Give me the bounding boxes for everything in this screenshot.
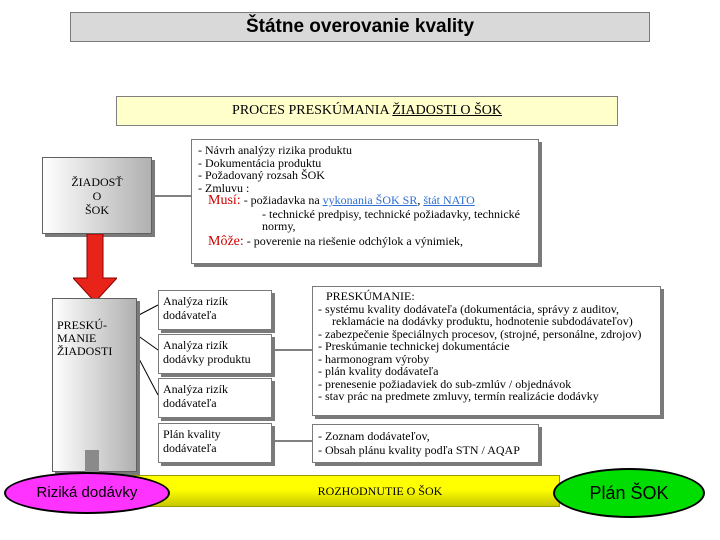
review-line: - plán kvality dodávateľa	[318, 364, 439, 378]
ziadost-line: O	[92, 189, 102, 203]
musi-text: - požiadavka na	[240, 193, 323, 207]
decision-label: ROZHODNUTIE O ŠOK	[317, 484, 443, 498]
box-line: dodávateľa	[163, 396, 217, 410]
box-line: Analýza rizík	[163, 338, 228, 352]
requirement-line: - Požadovaný rozsah ŠOK	[198, 168, 325, 182]
review-line: - harmonogram výroby	[318, 351, 430, 366]
process-header-link[interactable]: ŽIADOSTI O ŠOK	[392, 103, 502, 118]
page-title: Štátne overovanie kvality	[70, 12, 650, 42]
requirement-line: - Dokumentácia produktu	[198, 155, 322, 170]
preskumanie-box	[52, 298, 137, 472]
supplier-list-line: - Zoznam dodávateľov,	[318, 429, 430, 443]
box-line: Analýza rizík	[163, 294, 228, 308]
process-header-prefix: PROCES PRESKÚMANIA	[232, 103, 393, 118]
moze-label: Môže:	[208, 233, 244, 249]
musi-link-nato[interactable]: štát NATO	[423, 193, 475, 207]
review-line: - prenesenie požiadaviek do sub-zmlúv / objednávok	[318, 376, 572, 391]
analysis-box-product	[158, 334, 272, 374]
preskumanie-line: MANIE	[57, 331, 97, 345]
review-line: - systému kvality dodávateľa (dokumentácia, správy z auditov,	[318, 301, 620, 316]
review-line: reklamácie na dodávky produktu, hodnotenie subdodávateľov)	[332, 314, 633, 328]
musi-row	[198, 194, 538, 208]
box-line: dodávateľa	[163, 441, 217, 455]
requirement-line: - Zmluvu :	[198, 180, 250, 195]
supplier-list-box	[312, 424, 539, 463]
review-line: - stav prác na predmete zmluvy, termín realizácie dodávky	[318, 389, 599, 403]
supplier-list-line: - Obsah plánu kvality podľa STN / AQAP	[318, 443, 520, 457]
down-arrow-icon	[73, 234, 117, 302]
ziadost-box	[42, 157, 152, 234]
preskumanie-line: ŽIADOSTI	[57, 344, 113, 358]
ziadost-line: ŽIADOSŤ	[71, 175, 123, 189]
connector-preskum-box2	[137, 335, 158, 350]
musi-link-sr[interactable]: vykonania ŠOK SR	[322, 193, 418, 207]
box-line: Analýza rizík	[163, 382, 228, 396]
review-line: - zabezpečenie špeciálnych procesov, (strojné, personálne, zdrojov)	[318, 326, 642, 341]
plan-sok-ellipse: Plán ŠOK	[553, 468, 705, 518]
moze-row	[198, 235, 538, 249]
review-line: - Preskúmanie technickej dokumentácie	[318, 339, 510, 353]
analysis-box-supplier-2	[158, 378, 272, 418]
musi-continuation: normy,	[262, 219, 296, 233]
box-line: Plán kvality	[163, 427, 221, 441]
connector-preskum-box3	[137, 355, 158, 395]
requirement-line: - Návrh analýzy rizika produktu	[198, 143, 352, 157]
musi-continuation: - technické predpisy, technické požiadavky, technické	[262, 206, 520, 221]
moze-text: - poverenie na riešenie odchýlok a výnimiek,	[243, 233, 464, 248]
ziadost-line: ŠOK	[84, 203, 109, 217]
connector-preskum-box1	[137, 305, 158, 316]
review-heading: PRESKÚMANIE:	[326, 289, 415, 303]
box-line: dodávateľa	[163, 308, 217, 322]
risk-ellipse: Riziká dodávky	[4, 472, 170, 514]
musi-separator: ,	[417, 193, 424, 207]
review-detail-box	[312, 286, 661, 416]
analysis-box-supplier-1	[158, 290, 272, 330]
preskumanie-line: PRESKÚ-	[57, 318, 108, 332]
quality-plan-box	[158, 423, 272, 463]
box-line: dodávky produktu	[163, 352, 251, 366]
musi-label: Musí:	[208, 193, 241, 208]
requirements-box	[191, 139, 539, 264]
